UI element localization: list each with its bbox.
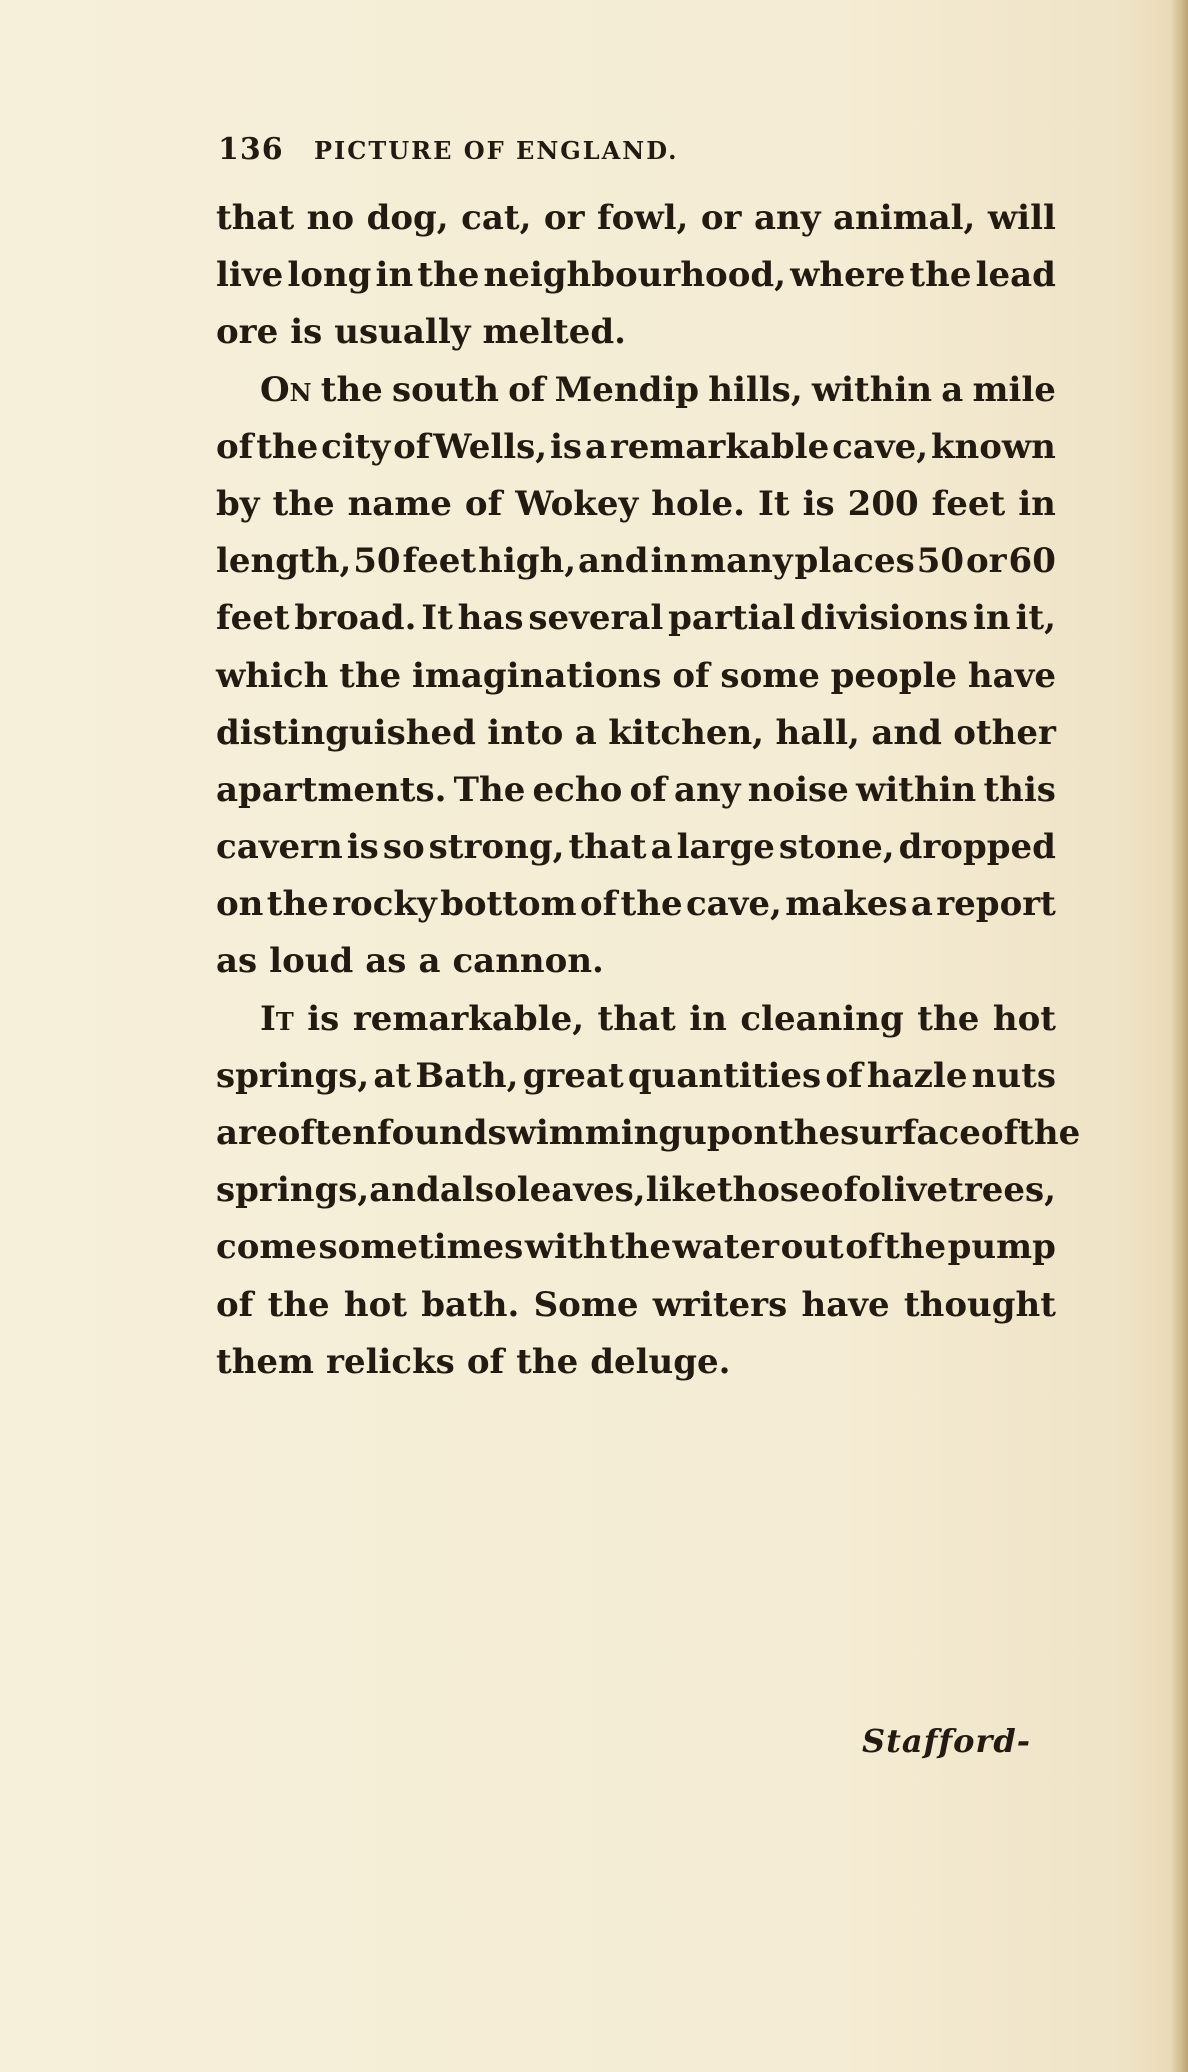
word: of [216,1284,254,1325]
word: often [277,1113,377,1153]
text-line [216,941,1056,998]
text-line [216,255,1056,312]
word: hot [343,1284,408,1325]
text-line [216,598,1056,655]
word: springs, [216,1055,370,1096]
word: a [418,941,441,982]
text-line [216,999,1056,1056]
word: of [464,483,503,524]
word: of [672,655,710,696]
text-line [216,370,1056,427]
word: by [216,483,260,524]
word: is [550,426,583,467]
word: where [790,255,906,296]
word: cat, [461,198,532,238]
text-line [216,713,1056,770]
word: echo [532,769,623,810]
word: on [216,884,264,925]
word: them [216,1341,315,1382]
word: great [522,1055,624,1096]
word: kitchen, [608,712,765,753]
word: loud [269,941,354,982]
word: olive [858,1170,949,1211]
word: will [987,198,1056,238]
word: the [778,1113,841,1153]
text-line [216,827,1056,884]
word: with [524,1227,608,1268]
word: apartments. [216,769,447,810]
word: 200 [847,483,919,524]
word: surface [840,1113,981,1153]
word: partial [668,598,796,639]
word: imaginations [411,655,662,696]
word: live [216,255,284,296]
word: 50 [916,541,965,582]
word: as [365,941,407,982]
word: thought [903,1284,1056,1325]
running-head: PICTURE OF ENGLAND. [314,136,679,165]
word: of [825,1055,863,1096]
word: known [930,426,1056,467]
word: 50 [353,541,401,582]
word: are [216,1113,278,1153]
word: relicks [326,1341,455,1382]
word: remarkable, [352,998,585,1039]
word: Mendip [554,369,700,410]
word: neighbourhood, [483,255,786,296]
text-line [216,312,1056,369]
word: The [453,769,526,810]
text-line [216,1170,1056,1227]
word: high, [478,541,577,582]
page-number: 136 [218,132,284,167]
word: cannon. [452,941,604,982]
word: in [689,998,727,1039]
word: of [629,769,667,810]
word: animal, [832,198,976,238]
word: the [320,369,383,410]
word: the [909,255,972,296]
word: of [980,1113,1019,1153]
word: have [801,1284,890,1325]
word: any [753,198,821,238]
lead-word: It [260,998,294,1039]
word: within [856,769,977,810]
word: usually [334,312,471,353]
word: those [716,1170,821,1211]
word: in [375,255,414,296]
word: long [287,255,372,296]
text-line [216,484,1056,541]
word: broad. [294,598,417,639]
text-line [216,1113,1081,1170]
word: the [608,1227,672,1268]
word: a [650,827,673,868]
word: at [373,1055,412,1096]
word: strong, [428,827,565,868]
word: a [910,884,933,925]
word: is [346,827,379,868]
word: swimming [487,1113,683,1153]
word: bath. [421,1284,520,1325]
word: has [457,598,524,639]
word: also [439,1170,517,1211]
word: the [917,998,980,1039]
word: cave, [685,884,782,925]
word: dog, [366,198,449,238]
text-line [216,656,1056,713]
word: length, [216,541,352,582]
word: and [369,1170,440,1211]
word: leaves, [516,1170,646,1211]
word: dropped [898,827,1056,868]
word: within [811,369,933,410]
word: water [672,1227,780,1268]
word: cavern [216,827,343,868]
word: Bath, [415,1055,519,1096]
word: no [306,198,355,238]
word: some [720,655,820,696]
word: melted. [482,312,626,353]
text-line [216,770,1056,827]
text-line [216,541,1056,598]
word: a [941,369,964,410]
word: hall, [775,712,860,753]
word: the [620,884,683,925]
word: divisions [800,598,969,639]
text-line [216,1056,1056,1113]
word: springs, [216,1170,370,1211]
word: mile [972,369,1056,410]
word: the [256,426,319,467]
word: the [1018,1113,1081,1153]
word: upon [682,1113,779,1153]
word: into [487,712,564,753]
word: or [965,541,1007,582]
word: the [884,1227,947,1268]
word: cleaning [740,998,904,1039]
word: hole. [651,483,746,524]
word: fowl, [597,198,689,238]
word: the [516,1341,579,1382]
text-line [216,1342,1056,1399]
word: many [690,541,793,582]
word: noise [747,769,849,810]
word: distinguished [216,712,476,753]
word: other [953,712,1056,753]
body-text [216,198,1081,1399]
word: and [578,541,649,582]
word: of [508,369,546,410]
word: hazle [866,1055,968,1096]
word: Wokey [515,483,639,524]
word: that [597,998,676,1039]
word: of [393,426,431,467]
word: people [830,655,958,696]
word: It [758,483,790,524]
word: in [973,598,1011,639]
word: in [650,541,689,582]
word: of [845,1227,883,1268]
word: hot [992,998,1056,1039]
text-line [216,1285,1056,1342]
word: sometimes [318,1227,524,1268]
word: deluge. [590,1341,731,1382]
text-line [216,198,1056,255]
lead-word: On [260,369,312,410]
word: places [794,541,915,582]
word: it, [1015,598,1056,639]
word: which [216,655,329,696]
word: out [780,1227,844,1268]
text-line [216,427,1056,484]
word: feet [931,483,1006,524]
word: several [528,598,664,639]
word: Some [533,1284,639,1325]
word: large [676,827,775,868]
word: feet [402,541,477,582]
word: that [568,827,647,868]
word: ore [216,312,279,353]
word: a [584,426,607,467]
word: makes [785,884,908,925]
word: pump [947,1227,1056,1268]
word: remarkable [609,426,830,467]
word: the [267,1284,330,1325]
word: bottom [440,884,577,925]
word: nuts [971,1055,1056,1096]
word: the [417,255,480,296]
page-edge-shadow [1170,0,1188,2072]
word: like [645,1170,717,1211]
word: the [266,884,329,925]
text-line [216,884,1056,941]
word: rocky [332,884,437,925]
word: found [376,1113,488,1153]
word: of [216,426,254,467]
page-header [218,132,858,176]
word: any [673,769,741,810]
word: a [574,712,597,753]
word: report [936,884,1056,925]
word: is [290,312,323,353]
word: that [216,198,295,238]
bleed-through-shadow [180,1380,940,1610]
word: is [307,998,340,1039]
word: 60 [1008,541,1056,582]
text-line [216,1227,1056,1284]
word: hills, [708,369,803,410]
word: trees, [948,1170,1056,1211]
catchword: Stafford- [862,1722,1032,1760]
word: as [216,941,258,982]
word: is [802,483,835,524]
word: name [347,483,452,524]
word: Wells, [433,426,548,467]
word: of [466,1341,505,1382]
word: cave, [832,426,929,467]
word: in [1018,483,1056,524]
word: come [216,1227,317,1268]
word: lead [975,255,1056,296]
word: of [579,884,618,925]
word: quantities [627,1055,822,1096]
word: or [700,198,742,238]
word: city [321,426,391,467]
word: stone, [778,827,895,868]
word: south [391,369,499,410]
word: have [967,655,1056,696]
word: the [339,655,402,696]
word: of [820,1170,859,1211]
word: writers [652,1284,788,1325]
word: feet [216,598,290,639]
word: the [272,483,335,524]
word: It [421,598,453,639]
word: or [543,198,585,238]
word: this [983,769,1056,810]
word: so [382,827,425,868]
word: and [871,712,942,753]
